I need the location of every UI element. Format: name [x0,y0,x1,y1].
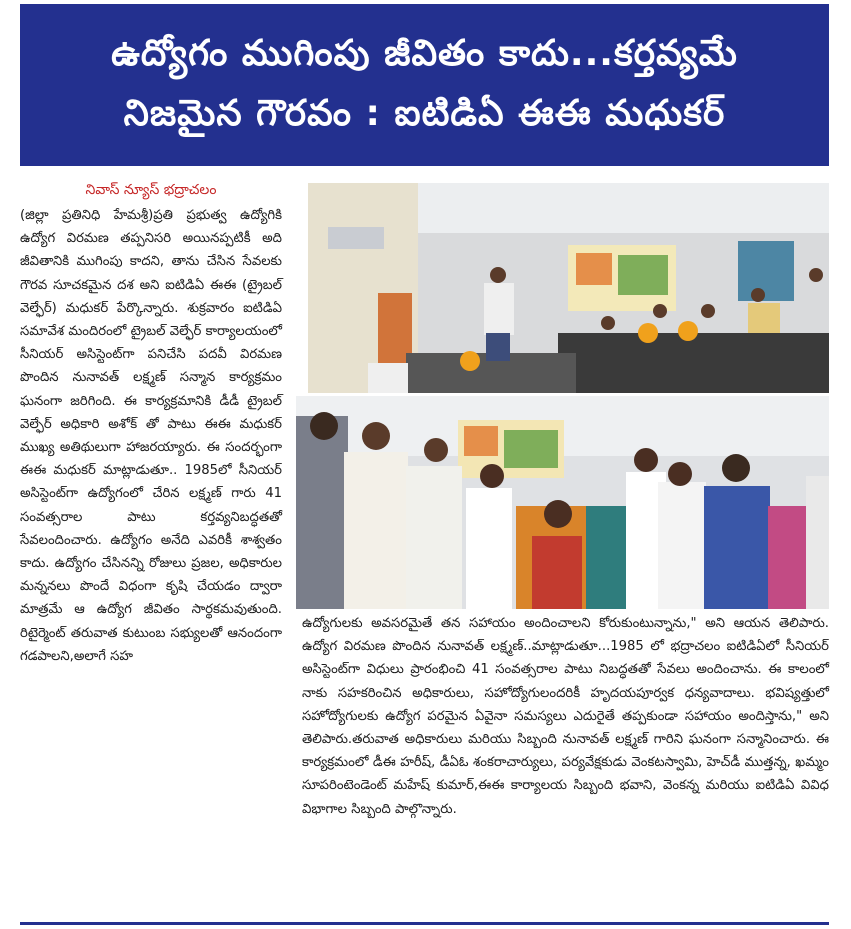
dateline: నివాస్ న్యూస్ భద్రాచలం [85,182,217,198]
meeting-hall-image [308,183,829,393]
article-paragraph-right: ఉద్యోగులకు అవసరమైతే తన సహాయం అందించాలని కోరుకుంటున్నాను," అని ఆయన తెలిపారు. ఉద్యోగ విరమణ పొందిన నునావత్ లక్ష్మణ్..మాట్లాడుతూ...1985 లో భద్రాచలం ఐటిడిఏలో సీనియర్ అసిస్టెంట్‌గా విధులు ప్రారంభించి 41 సంవత్సరాల పాటు నిబద్ధతతో సేవలు అందించాను. ఈ కాలంలో నాకు సహకరించిన అధికారులు, సహోద్యోగులందరికీ హృదయపూర్వక ధన్యవాదాలు. భవిష్యత్తులో సహోద్యోగులకు ఉద్యోగ పరమైన ఏవైనా సమస్యలు ఎదురైతే తప్పకుండా సహాయం అందిస్తాను," అని తెలిపారు.తరువాత అధికారులు మరియు సిబ్బంది నునావత్ లక్ష్మణ్ గారిని ఘనంగా సన్మానించారు. ఈ కార్యక్రమంలో డీఈ హరీష్, డీఏఓ శంకరాచార్యులు, పర్యవేక్షకుడు వెంకటస్వామి, హెచ్‌డీ ముత్తన్న, ఖమ్మం సూపరింటెండెంట్ మహేష్ కుమార్,ఈఈ కార్యాలయ సిబ్బంది భవాని, వెంకన్న మరియు ఐటిడిఏ వివిధ విభాగాల సిబ్బంది పాల్గొన్నారు. [302,616,829,817]
meeting-hall-photo [308,183,829,393]
felicitation-photo [296,396,829,609]
article-body-left [20,204,282,668]
article-body-right [302,612,829,821]
headline-line-2: నిజమైన గౌరవం : ఐటిడిఏ ఈఈ మధుకర్ [123,93,726,134]
felicitation-image [296,396,829,609]
bottom-divider [20,922,829,925]
article-paragraph-left: (జిల్లా ప్రతినిధి హేమశ్రీ)ప్రతి ప్రభుత్వ ఉద్యోగికి ఉద్యోగ విరమణ తప్పనిసరి అయినప్పటికీ అది జీవితానికి ముగింపు కాదని, తాను చేసిన సేవలకు గౌరవ సూచకమైన దశ అని ఐటిడిఏ ఈఈ (ట్రైబల్ వెల్ఫేర్) మధుకర్ పేర్కొన్నారు. శుక్రవారం ఐటిడిఏ సమావేశ మందిరంలో ట్రైబల్ వెల్ఫేర్ కార్యాలయంలో సీనియర్ అసిస్టెంట్‌గా పనిచేసి పదవీ విరమణ పొందిన నునావత్ లక్ష్మణ్ సన్మాన కార్యక్రమం ఘనంగా జరిగింది. ఈ కార్యక్రమానికి డీడీ ట్రైబల్ వెల్ఫేర్ అధికారి అశోక్ తో పాటు ఈఈ మధుకర్ ముఖ్య అతిథులుగా హాజరయ్యారు. ఈ సందర్భంగా ఈఈ మధుకర్ మాట్లాడుతూ.. 1985లో సీనియర్ అసిస్టెంట్‌గా ఉద్యోగంలో చేరిన లక్ష్మణ్ గారు 41 సంవత్సరాల పాటు కర్తవ్యనిబద్ధతతో సేవలందించారు. ఉద్యోగం అనేది ఎవరికీ శాశ్వతం కాదు. ఉద్యోగం చేసినన్ని రోజులు ప్రజల, అధికారుల మన్ననలు పొందే విధంగా కృషి చేయడం ద్వారా మాత్రమే ఆ ఉద్యోగ జీవితం సార్థకమవుతుంది. రిటైర్మెంట్ తరువాత కుటుంబ సభ్యులతో ఆనందంగా గడపాలని,అలాగే సహ [20,208,282,664]
left-column [20,180,282,668]
headline-banner [20,4,829,166]
headline-line-1: ఉద్యోగం ముగింపు జీవితం కాదు...కర్తవ్యమే [111,33,738,74]
